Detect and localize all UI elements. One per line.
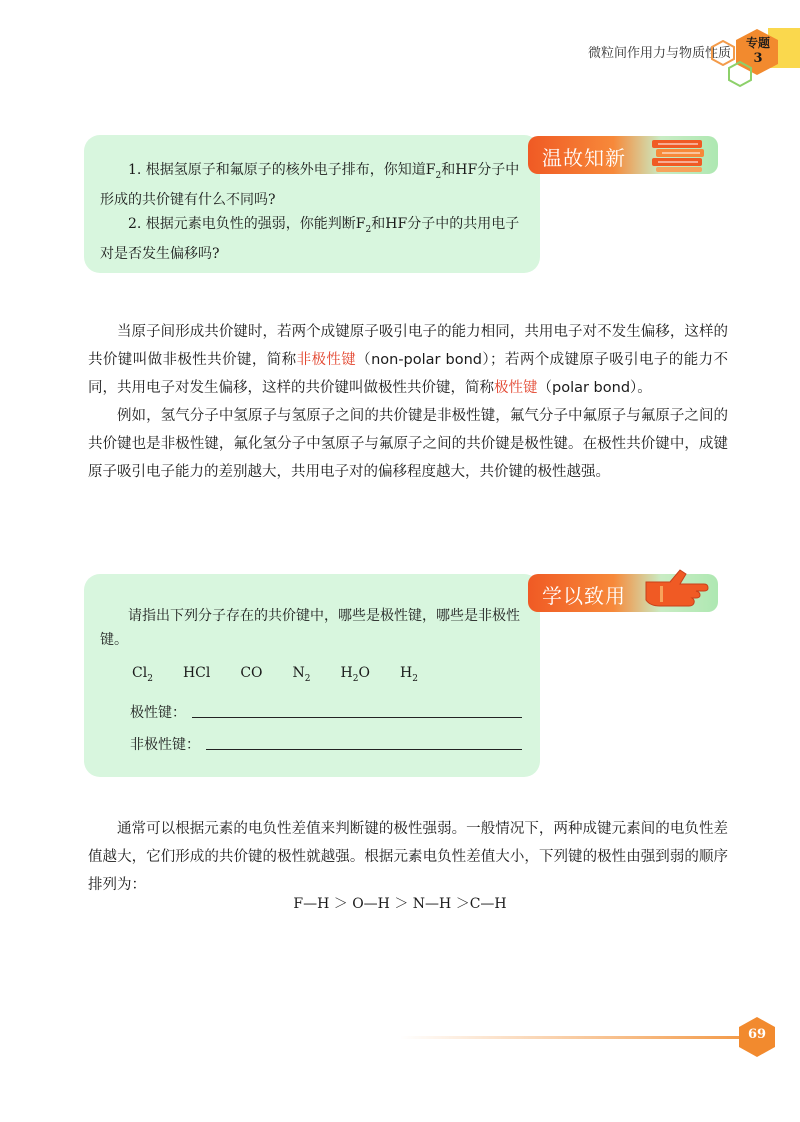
pointing-hand-icon <box>640 560 712 612</box>
polar-label: 极性键： <box>130 705 186 721</box>
nonpolar-label: 非极性键： <box>130 737 200 753</box>
polar-answer-line[interactable] <box>192 717 522 718</box>
term-polar-bond: 极性键 <box>494 380 538 396</box>
molecule-formula: $Cl_2$ <box>132 665 153 684</box>
practice-banner <box>528 574 718 612</box>
molecule-formula: $N_2$ <box>292 665 311 684</box>
molecule-formula: $H_2$ <box>399 665 418 684</box>
topic-label: 专题 <box>745 36 770 50</box>
practice-prompt: 请指出下列分子存在的共价键中，哪些是极性键，哪些是非极性键。 <box>100 608 520 648</box>
bond-polarity-order: F—H ＞ O—H ＞ N—H ＞C—H <box>293 896 507 912</box>
review-banner-text: 温故知新 <box>542 146 626 170</box>
topic-number: 3 <box>753 51 763 66</box>
molecule-formula: CO <box>240 665 263 681</box>
molecule-list <box>132 665 448 684</box>
body-paragraph-electronegativity: 通常可以根据元素的电负性差值来判断键的极性强弱。一般情况下，两种成键元素间的电负性差值越大，它们形成的共价键的极性就越强。根据元素电负性差值大小，下列键的极性由强到弱的顺序排列为： <box>88 821 728 893</box>
molecule-formula: HCl <box>182 665 211 681</box>
body-paragraph-examples: 例如，氢气分子中氢原子与氢原子之间的共价键是非极性键，氟气分子中氟原子与氟原子之间的共价键也是非极性键，氟化氢分子中氢原子与氟原子之间的共价键是极性键。在极性共价键中，成键原子吸引电子能力的差别越大，共用电子对的偏移程度越大，共价键的极性越强。 <box>88 408 728 480</box>
section-title: 微粒间作用力与物质性质 <box>588 46 732 61</box>
review-banner <box>528 136 718 174</box>
footer-rule <box>400 1036 740 1039</box>
practice-banner-text: 学以致用 <box>542 584 626 608</box>
term-nonpolar-bond: 非极性键 <box>296 352 357 368</box>
molecule-formula: $H_2O$ <box>340 665 370 684</box>
books-icon <box>648 136 710 174</box>
body-text-1 <box>88 318 728 486</box>
page-number: 69 <box>747 1027 767 1042</box>
body-paragraph-polarity: 当原子间形成共价键时，若两个成键原子吸引电子的能力相同，共用电子对不发生偏移，这样的共价键叫做非极性共价键，简称非极性键（non-polar bond）；若两个成键原子吸引电子的能力不同，共用电子对发生偏移，这样的共价键叫做极性共价键，简称极性键（polar bond）。 <box>88 324 728 396</box>
nonpolar-answer-line[interactable] <box>206 749 522 750</box>
review-question-1: 1. 根据氢原子和氟原子的核外电子排布，你知道$F_2$和HF分子中形成的共价键有什么不同吗? <box>100 162 520 208</box>
body-text-2 <box>88 815 728 899</box>
review-questions <box>100 158 530 266</box>
review-question-2: 2. 根据元素电负性的强弱，你能判断$F_2$和HF分子中的共用电子对是否发生偏移吗? <box>100 215 520 262</box>
